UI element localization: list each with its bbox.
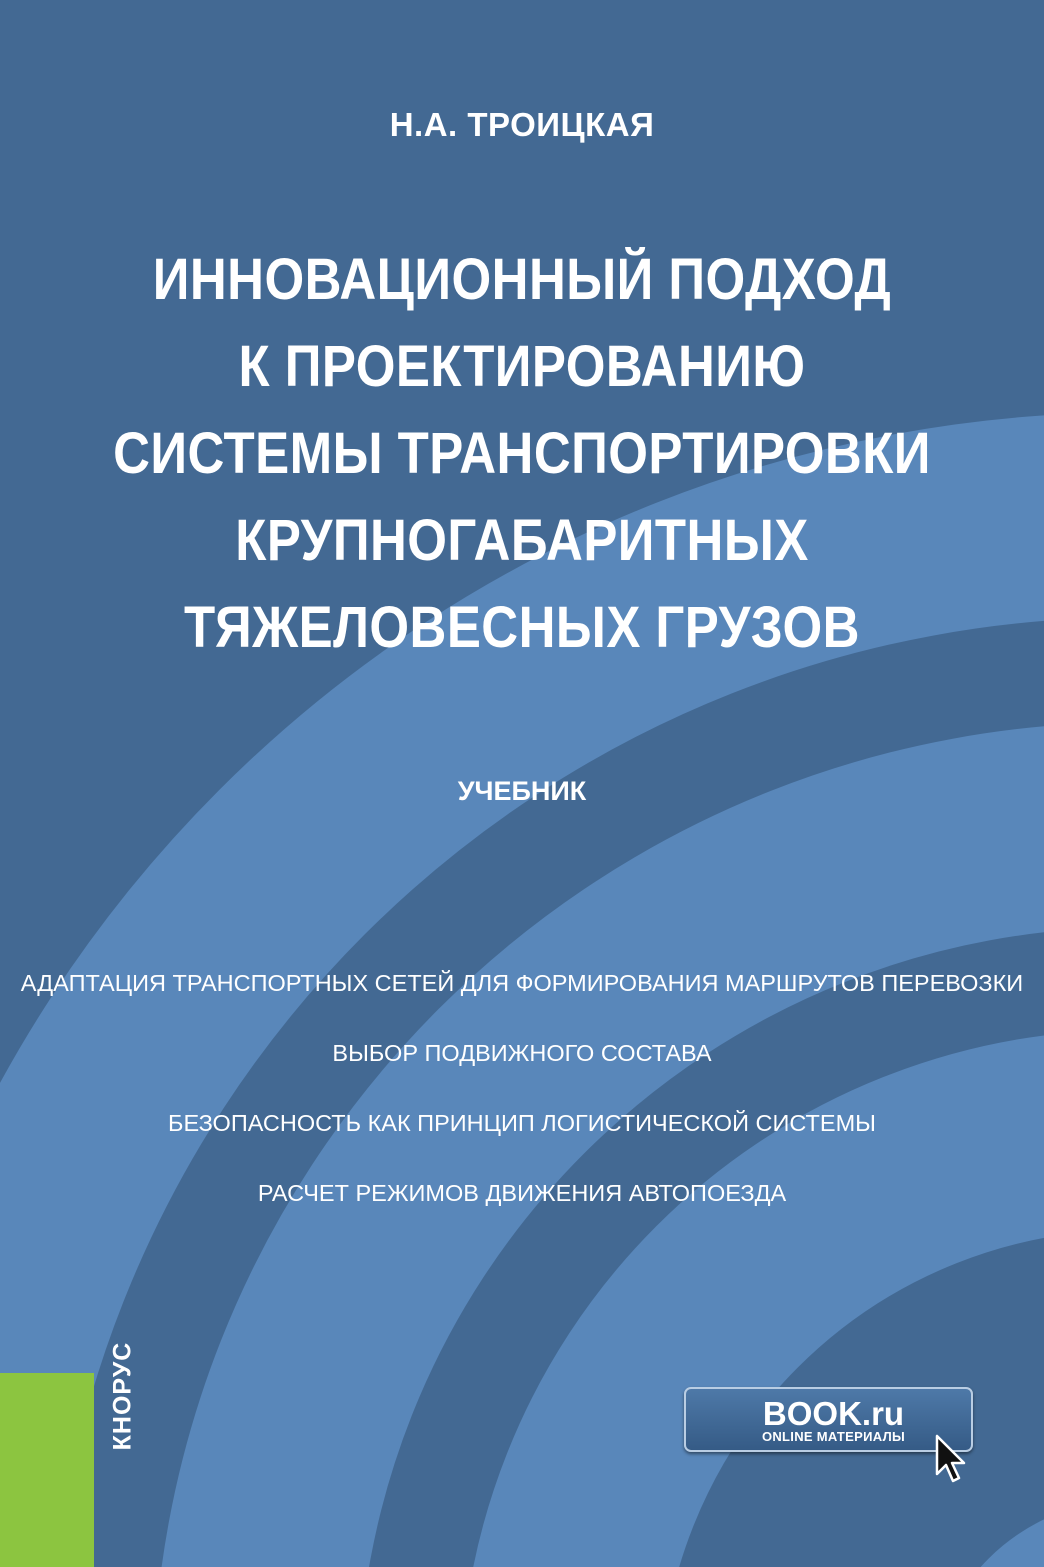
title-line: КРУПНОГАБАРИТНЫХ	[235, 508, 809, 573]
book-ru-online-button[interactable]	[684, 1387, 973, 1452]
book-title	[20, 236, 1024, 671]
topics-list	[0, 966, 1044, 1246]
topic-item: ВЫБОР ПОДВИЖНОГО СОСТАВА	[332, 1040, 712, 1066]
publisher-name: КНОРУС	[108, 1341, 137, 1451]
title-line: К ПРОЕКТИРОВАНИЮ	[238, 334, 806, 399]
topic-item: БЕЗОПАСНОСТЬ КАК ПРИНЦИП ЛОГИСТИЧЕСКОЙ СИСТЕМЫ	[168, 1110, 876, 1136]
document-type-label: УЧЕБНИК	[457, 776, 587, 806]
arc-core	[930, 1500, 1044, 1567]
publisher-logo	[103, 1332, 143, 1460]
book-ru-logo: BOOK.ru	[762, 1395, 905, 1432]
title-line: СИСТЕМЫ ТРАНСПОРТИРОВКИ	[113, 421, 931, 486]
title-line: ИННОВАЦИОННЫЙ ПОДХОД	[152, 247, 892, 312]
author-name: Н.А. ТРОИЦКАЯ	[389, 106, 655, 143]
title-line: ТЯЖЕЛОВЕСНЫХ ГРУЗОВ	[184, 595, 860, 660]
mouse-pointer-icon	[934, 1434, 968, 1486]
topic-item: РАСЧЕТ РЕЖИМОВ ДВИЖЕНИЯ АВТОПОЕЗДА	[257, 1180, 787, 1206]
topic-item: АДАПТАЦИЯ ТРАНСПОРТНЫХ СЕТЕЙ ДЛЯ ФОРМИРОВАНИЯ МАРШРУТОВ ПЕРЕВОЗКИ	[20, 970, 1024, 996]
green-accent-stripe	[0, 1373, 94, 1567]
online-materials-label: ONLINE МАТЕРИАЛЫ	[761, 1429, 906, 1444]
